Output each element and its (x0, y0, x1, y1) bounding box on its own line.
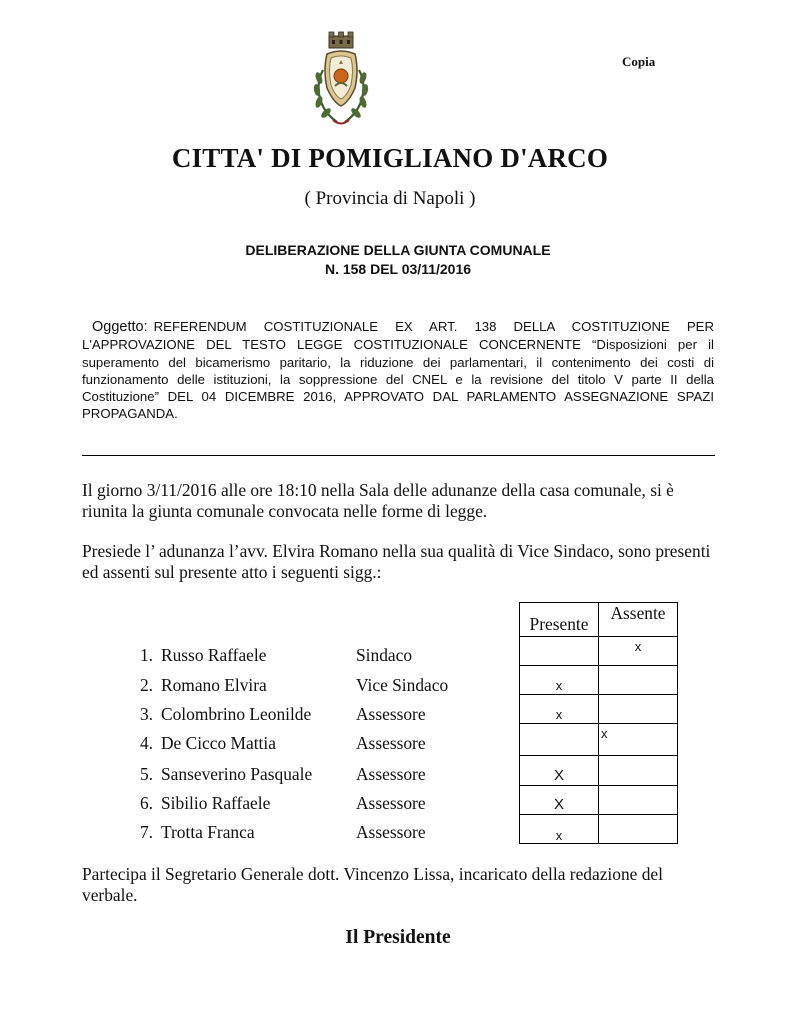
member-number: 2. (139, 675, 153, 695)
member-role: Assessore (356, 793, 426, 813)
member-number: 3. (139, 704, 153, 724)
subject-block (82, 318, 714, 423)
member-role: Assessore (356, 733, 426, 753)
absent-cell (599, 786, 678, 815)
member-number: 4. (139, 733, 153, 753)
present-cell (520, 724, 599, 756)
absent-cell (599, 666, 678, 695)
table-row (520, 695, 678, 724)
member-name: Colombrino Leonilde (161, 704, 312, 724)
member-role: Vice Sindaco (356, 675, 449, 695)
horizontal-divider (82, 455, 715, 456)
subject-text: REFERENDUM COSTITUZIONALE EX ART. 138 DELLA COSTITUZIONE PER L'APPROVAZIONE DEL TESTO LEGGE COSTITUZIONALE CONCERNENTE “Disposizioni per il superamento del bicamerismo paritario, la riduzione dei parlamentari, il contenimento dei costi di funzionamento delle istituzioni, la soppressione del CNEL e la revisione del titolo V parte II della Costituzione” DEL 04 DICEMBRE 2016, APPROVATO DAL PARLAMENTO ASSEGNAZIONE SPAZI PROPAGANDA. (82, 319, 714, 422)
table-row (520, 786, 678, 815)
header-present: Presente (520, 603, 599, 637)
member-name: Romano Elvira (161, 675, 267, 695)
member-role: Sindaco (356, 645, 413, 665)
coat-of-arms-icon (309, 30, 373, 130)
present-cell: x (520, 815, 599, 844)
member-name: Sibilio Raffaele (161, 793, 271, 813)
member-number: 5. (139, 764, 153, 784)
meeting-paragraph: Il giorno 3/11/2016 alle ore 18:10 nella Sala delle adunanze della casa comunale, si è riunita la giunta comunale convocata nelle forme di legge. (82, 480, 674, 521)
member-name: De Cicco Mattia (161, 733, 276, 753)
table-row (520, 637, 678, 666)
table-row (520, 756, 678, 786)
member-role: Assessore (356, 822, 426, 842)
attendance-table (519, 602, 678, 844)
table-row (520, 666, 678, 695)
member-name: Trotta Franca (161, 822, 255, 842)
member-role: Assessore (356, 764, 426, 784)
absent-cell (599, 815, 678, 844)
present-cell: x (520, 666, 599, 695)
chair-paragraph: Presiede l’ adunanza l’avv. Elvira Romano nella sua qualità di Vice Sindaco, sono presenti ed assenti sul presente atto i seguenti sigg.: (82, 541, 711, 582)
absent-cell: x (599, 724, 678, 756)
president-heading: Il Presidente (345, 927, 451, 948)
subject-label: Oggetto: (92, 319, 148, 335)
header-absent: Assente (599, 603, 678, 637)
province-subtitle: ( Provincia di Napoli ) (304, 188, 476, 209)
member-role: Assessore (356, 704, 426, 724)
absent-cell (599, 695, 678, 724)
absent-cell: x (599, 637, 678, 666)
member-name: Russo Raffaele (161, 645, 267, 665)
member-number: 6. (139, 793, 153, 813)
deliberation-number: N. 158 DEL 03/11/2016 (324, 261, 472, 277)
table-row (520, 724, 678, 756)
present-cell (520, 637, 599, 666)
deliberation-title: DELIBERAZIONE DELLA GIUNTA COMUNALE (245, 242, 551, 258)
member-number: 1. (139, 645, 153, 665)
table-header-row (520, 603, 678, 637)
member-name: Sanseverino Pasquale (161, 764, 313, 784)
copy-label: Copia (622, 54, 656, 69)
present-cell: X (520, 756, 599, 786)
absent-cell (599, 756, 678, 786)
city-title: CITTA' DI POMIGLIANO D'ARCO (171, 143, 609, 173)
secretary-paragraph: Partecipa il Segretario Generale dott. Vincenzo Lissa, incaricato della redazione del verbale. (82, 864, 663, 905)
member-number: 7. (139, 822, 153, 842)
table-row (520, 815, 678, 844)
present-cell: X (520, 786, 599, 815)
present-cell: x (520, 695, 599, 724)
